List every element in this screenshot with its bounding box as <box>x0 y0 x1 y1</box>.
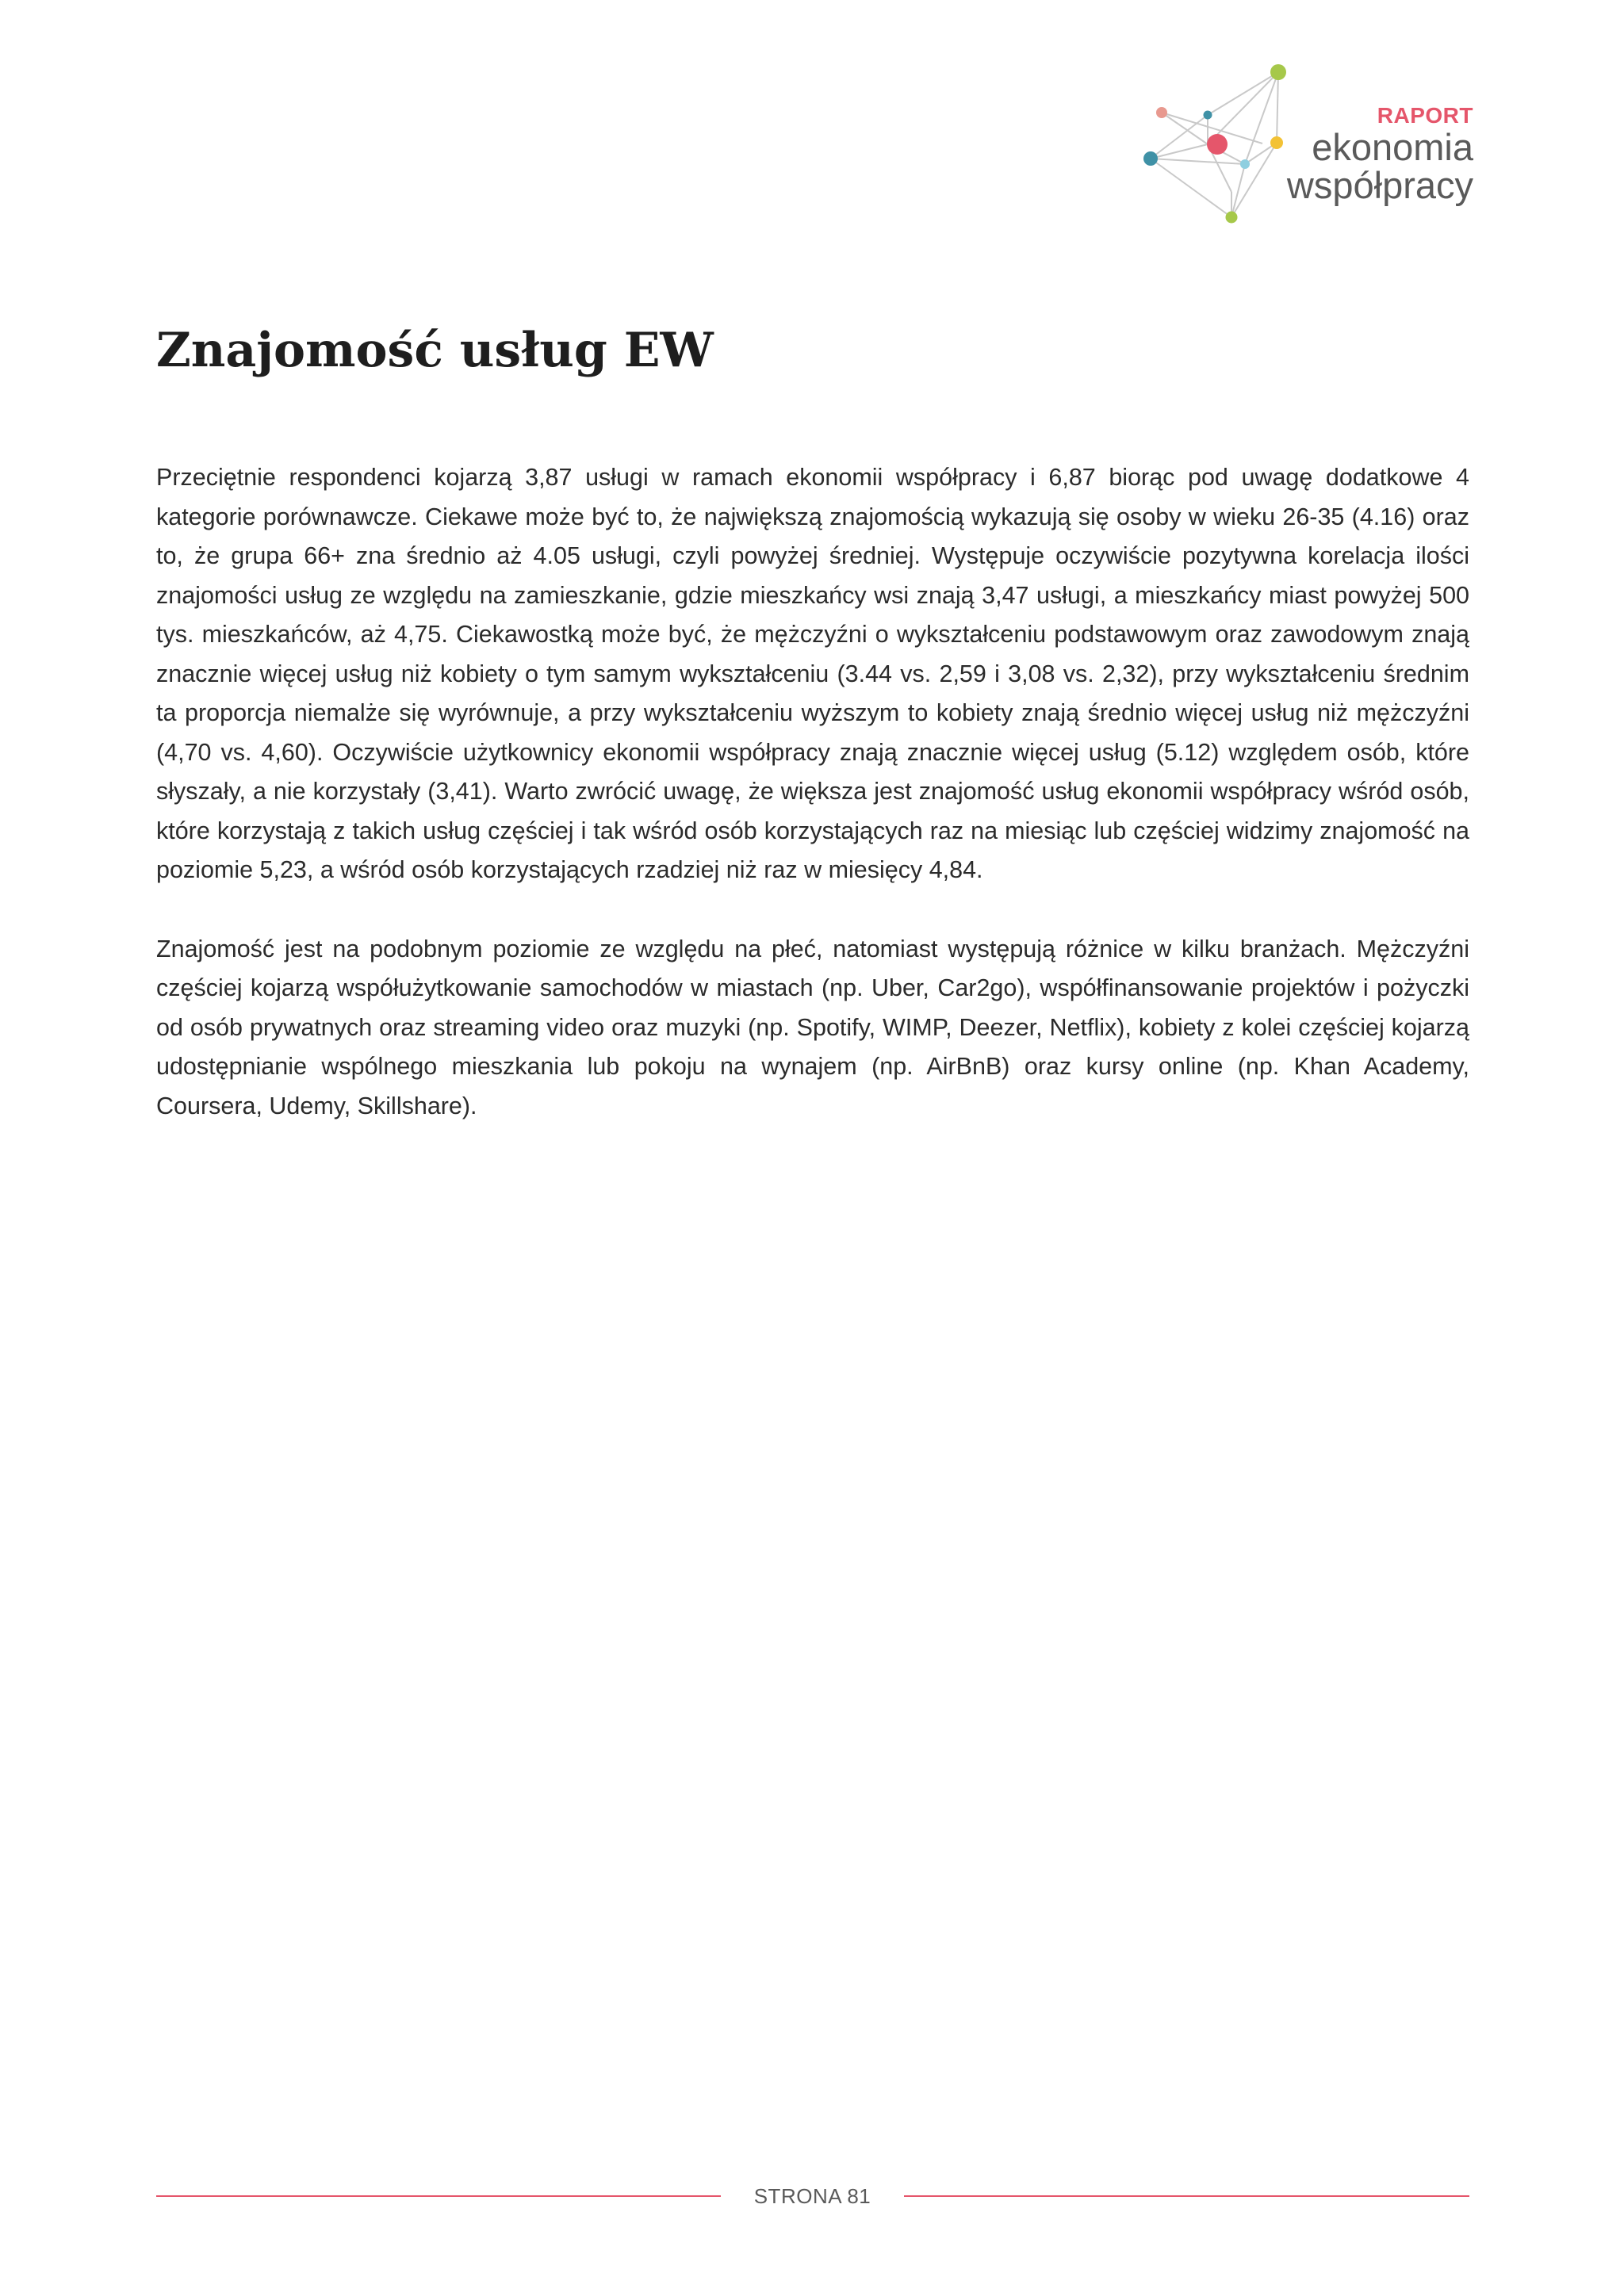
paragraph-2: Znajomość jest na podobnym poziomie ze względu na płeć, natomiast występują różnice w kilku branżach. Mężczyźni częściej kojarzą współużytkowanie samochodów w miastach (np. Uber, Car2go), współfinansowanie projektów i pożyczki od osób prywatnych oraz streaming video oraz muzyki (np. Spotify, WIMP, Deezer, Netflix), kobiety z kolei częściej kojarzą udostępnianie wspólnego mieszkania lub pokoju na wynajem (np. AirBnB) oraz kursy online (np. Khan Academy, Coursera, Udemy, Skillshare). <box>156 935 1469 1119</box>
report-logo <box>1132 55 1473 230</box>
page-title: Znajomość usług EW <box>156 323 714 378</box>
logo-raport-label: RAPORT <box>1377 103 1473 128</box>
body-text <box>156 458 1469 1165</box>
footer-divider-left <box>156 2195 721 2197</box>
logo-line-ekonomia: ekonomia <box>1312 126 1473 168</box>
footer-divider-right <box>904 2195 1469 2197</box>
logo-wordmark <box>1287 103 1473 205</box>
logo-line-wspolpracy: współpracy <box>1286 164 1473 206</box>
paragraph-1: Przeciętnie respondenci kojarzą 3,87 usługi w ramach ekonomii współpracy i 6,87 biorąc pod uwagę dodatkowe 4 kategorie porównawcze. Ciekawe może być to, że największą znajomością wykazują się osoby w wieku 26-35 (4.16) oraz to, że grupa 66+ zna średnio aż 4.05 usługi, czyli powyżej średniej. Występuje oczywiście pozytywna korelacja ilości znajomości usług ze względu na zamieszkanie, gdzie mieszkańcy wsi znają 3,47 usługi, a mieszkańcy miast powyżej 500 tys. mieszkańców, aż 4,75. Ciekawostką może być, że mężczyźni o wykształceniu podstawowym oraz zawodowym znają znacznie więcej usług niż kobiety o tym samym wykształceniu (3.44 vs. 2,59 i 3,08 vs. 2,32), przy wykształceniu średnim ta proporcja niemalże się wyrównuje, a przy wykształceniu wyższym to kobiety znają średnio więcej usług niż mężczyźni (4,70 vs. 4,60). Oczywiście użytkownicy ekonomii współpracy znają znacznie więcej usług (5.12) względem osób, które słyszały, a nie korzystały (3,41). Warto zwrócić uwagę, że większa jest znajomość usług ekonomii współpracy wśród osób, które korzystają z takich usług częściej i tak wśród osób korzystających raz na miesiąc lub częściej widzimy znajomość na poziomie 5,23, a wśród osób korzystających rzadziej niż raz w miesięcy 4,84. <box>156 464 1469 883</box>
page-number: STRONA 81 <box>753 2184 871 2208</box>
